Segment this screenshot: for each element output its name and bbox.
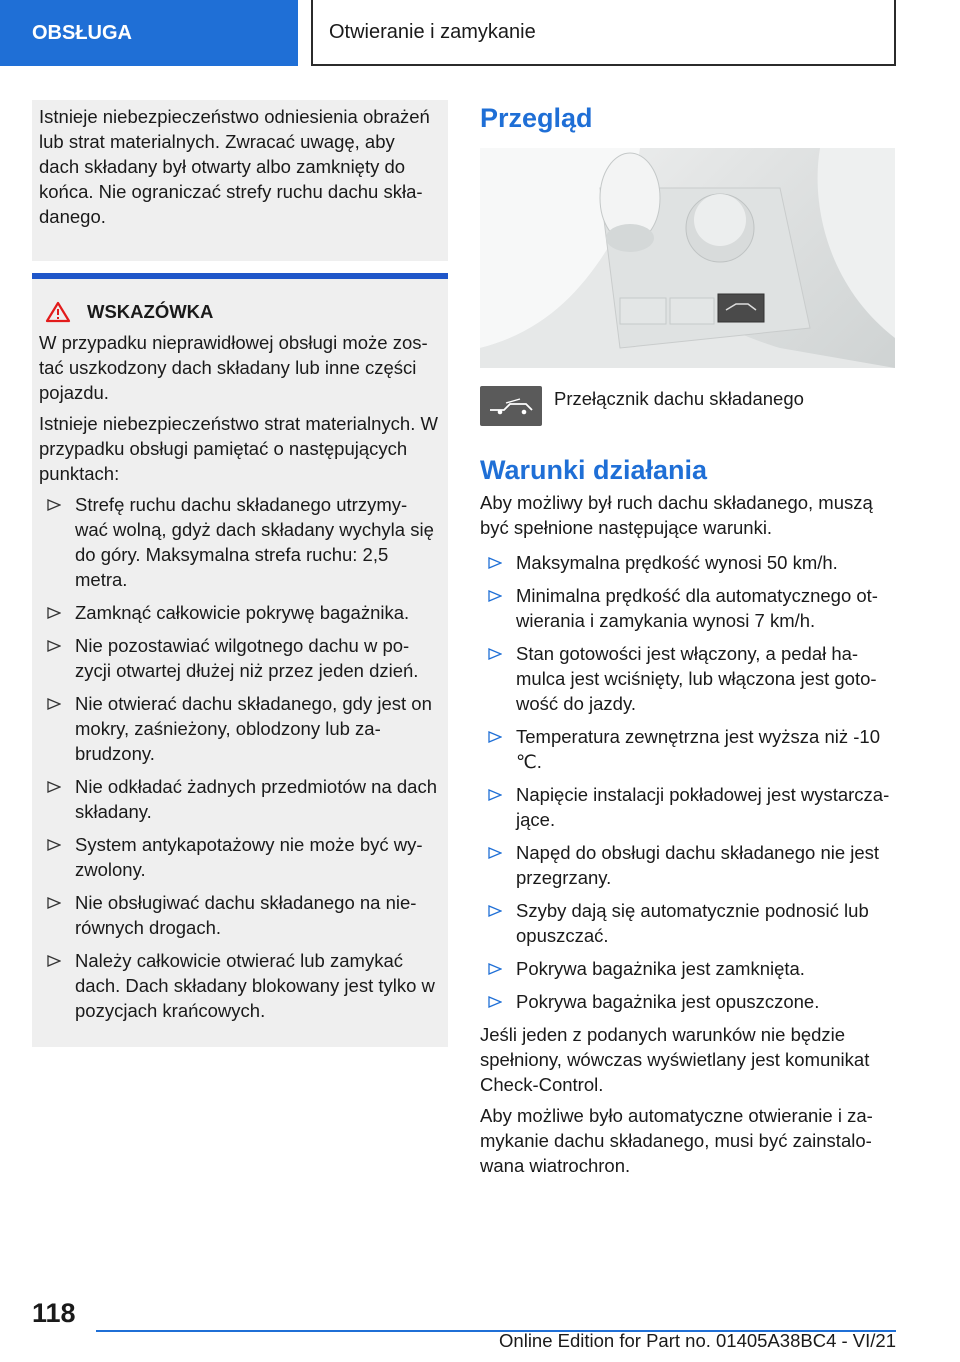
list-item: Temperatura zewnętrzna jest wyższa niż -10 ℃. [480,724,896,774]
warning-paragraph-1: W przypadku nieprawidłowej obsługi może zos-tać uszkodzony dach składany lub inne części pojazdu. [39,332,428,403]
conditions-note-1: Jeśli jeden z podanych warunków nie będzie spełniony, wówczas wyświetlany jest komunikat Check-Control. [480,1024,870,1095]
conditions-note-2: Aby możliwe było automatyczne otwieranie i za-mykanie dachu składanego, musi być zainstalo-wana wiatrochron. [480,1105,873,1176]
list-item: Napęd do obsługi dachu składanego nie jest przegrzany. [480,840,896,890]
triangle-bullet-icon [488,905,502,917]
warning-header [45,299,440,324]
chapter-title: Otwieranie i zamykanie [329,20,536,43]
list-item: Strefę ruchu dachu składanego utrzymy-wać wolną, gdyż dach składany wychyla się do góry. Maksymalna strefa ruchu: 2,5 metra. [39,492,440,592]
convertible-roof-switch-icon [480,386,542,426]
list-item: System antykapotażowy nie może być wy-zwolony. [39,832,440,882]
overview-heading: Przegląd [480,103,593,133]
list-item: Nie otwierać dachu składanego, gdy jest on mokry, zaśnieżony, oblodzony lub za-brudzony. [39,691,440,766]
triangle-bullet-icon [488,590,502,602]
photo-caption: Przełącznik dachu składanego [554,388,804,409]
list-item: Nie pozostawiać wilgotnego dachu w po-zycji otwartej dłużej niż przez jeden dzień. [39,633,440,683]
list-item: Nie odkładać żadnych przedmiotów na dach składany. [39,774,440,824]
conditions-heading: Warunki działania [480,455,708,485]
triangle-bullet-icon [47,607,61,619]
conditions-list [480,550,896,1014]
triangle-bullet-icon [47,839,61,851]
triangle-bullet-icon [47,955,61,967]
triangle-bullet-icon [488,731,502,743]
list-item: Zamknąć całkowicie pokrywę bagażnika. [39,600,440,625]
triangle-bullet-icon [488,648,502,660]
triangle-bullet-icon [488,963,502,975]
warning-paragraph-2: Istnieje niebezpieczeństwo strat materialnych. W przypadku obsługi pamiętać o następujących punktach: [39,413,438,484]
list-item: Stan gotowości jest włączony, a pedał ha-mulca jest wciśnięty, lub włączona jest goto-wość do jazdy. [480,641,896,716]
triangle-bullet-icon [488,557,502,569]
triangle-bullet-icon [47,698,61,710]
list-item: Pokrywa bagażnika jest opuszczone. [480,989,896,1014]
section-label: OBSŁUGA [32,21,132,44]
right-column [480,100,896,1184]
triangle-bullet-icon [47,640,61,652]
list-item: Należy całkowicie otwierać lub zamykać dach. Dach składany blokowany jest tylko w pozycjach krańcowych. [39,948,440,1023]
list-item: Nie obsługiwać dachu składanego na nie-równych drogach. [39,890,440,940]
triangle-bullet-icon [47,781,61,793]
list-item: Maksymalna prędkość wynosi 50 km/h. [480,550,896,575]
warning-title: WSKAZÓWKA [87,301,214,322]
convertible-switch-photo [480,148,895,368]
triangle-bullet-icon [488,996,502,1008]
caution-text: Istnieje niebezpieczeństwo odniesienia obrażeń lub strat materialnych. Zwracać uwagę, aby dach składany był otwarty albo zamknięty do końca. Nie ograniczać strefy ruchu dachu skła-danego. [39,106,430,227]
triangle-bullet-icon [488,789,502,801]
chapter-header [311,0,896,66]
list-item: Napięcie instalacji pokładowej jest wystarcza-jące. [480,782,896,832]
caution-continuation-box [32,100,448,261]
triangle-bullet-icon [47,499,61,511]
left-column [32,100,448,1047]
list-item: Minimalna prędkość dla automatycznego ot-wierania i zamykania wynosi 7 km/h. [480,583,896,633]
list-item: Szyby dają się automatycznie podnosić lub opuszczać. [480,898,896,948]
edition-line: Online Edition for Part no. 01405A38BC4 - VI/21 [499,1330,896,1351]
conditions-intro: Aby możliwy był ruch dachu składanego, muszą być spełnione następujące warunki. [480,492,873,538]
console-illustration [480,148,895,368]
caption-row [480,386,896,426]
section-tab [0,0,298,66]
list-item: Pokrywa bagażnika jest zamknięta. [480,956,896,981]
warning-list [39,492,440,1023]
warning-triangle-icon [45,301,71,323]
triangle-bullet-icon [488,847,502,859]
warning-box [32,273,448,1047]
page-number: 118 [32,1298,76,1328]
triangle-bullet-icon [47,897,61,909]
